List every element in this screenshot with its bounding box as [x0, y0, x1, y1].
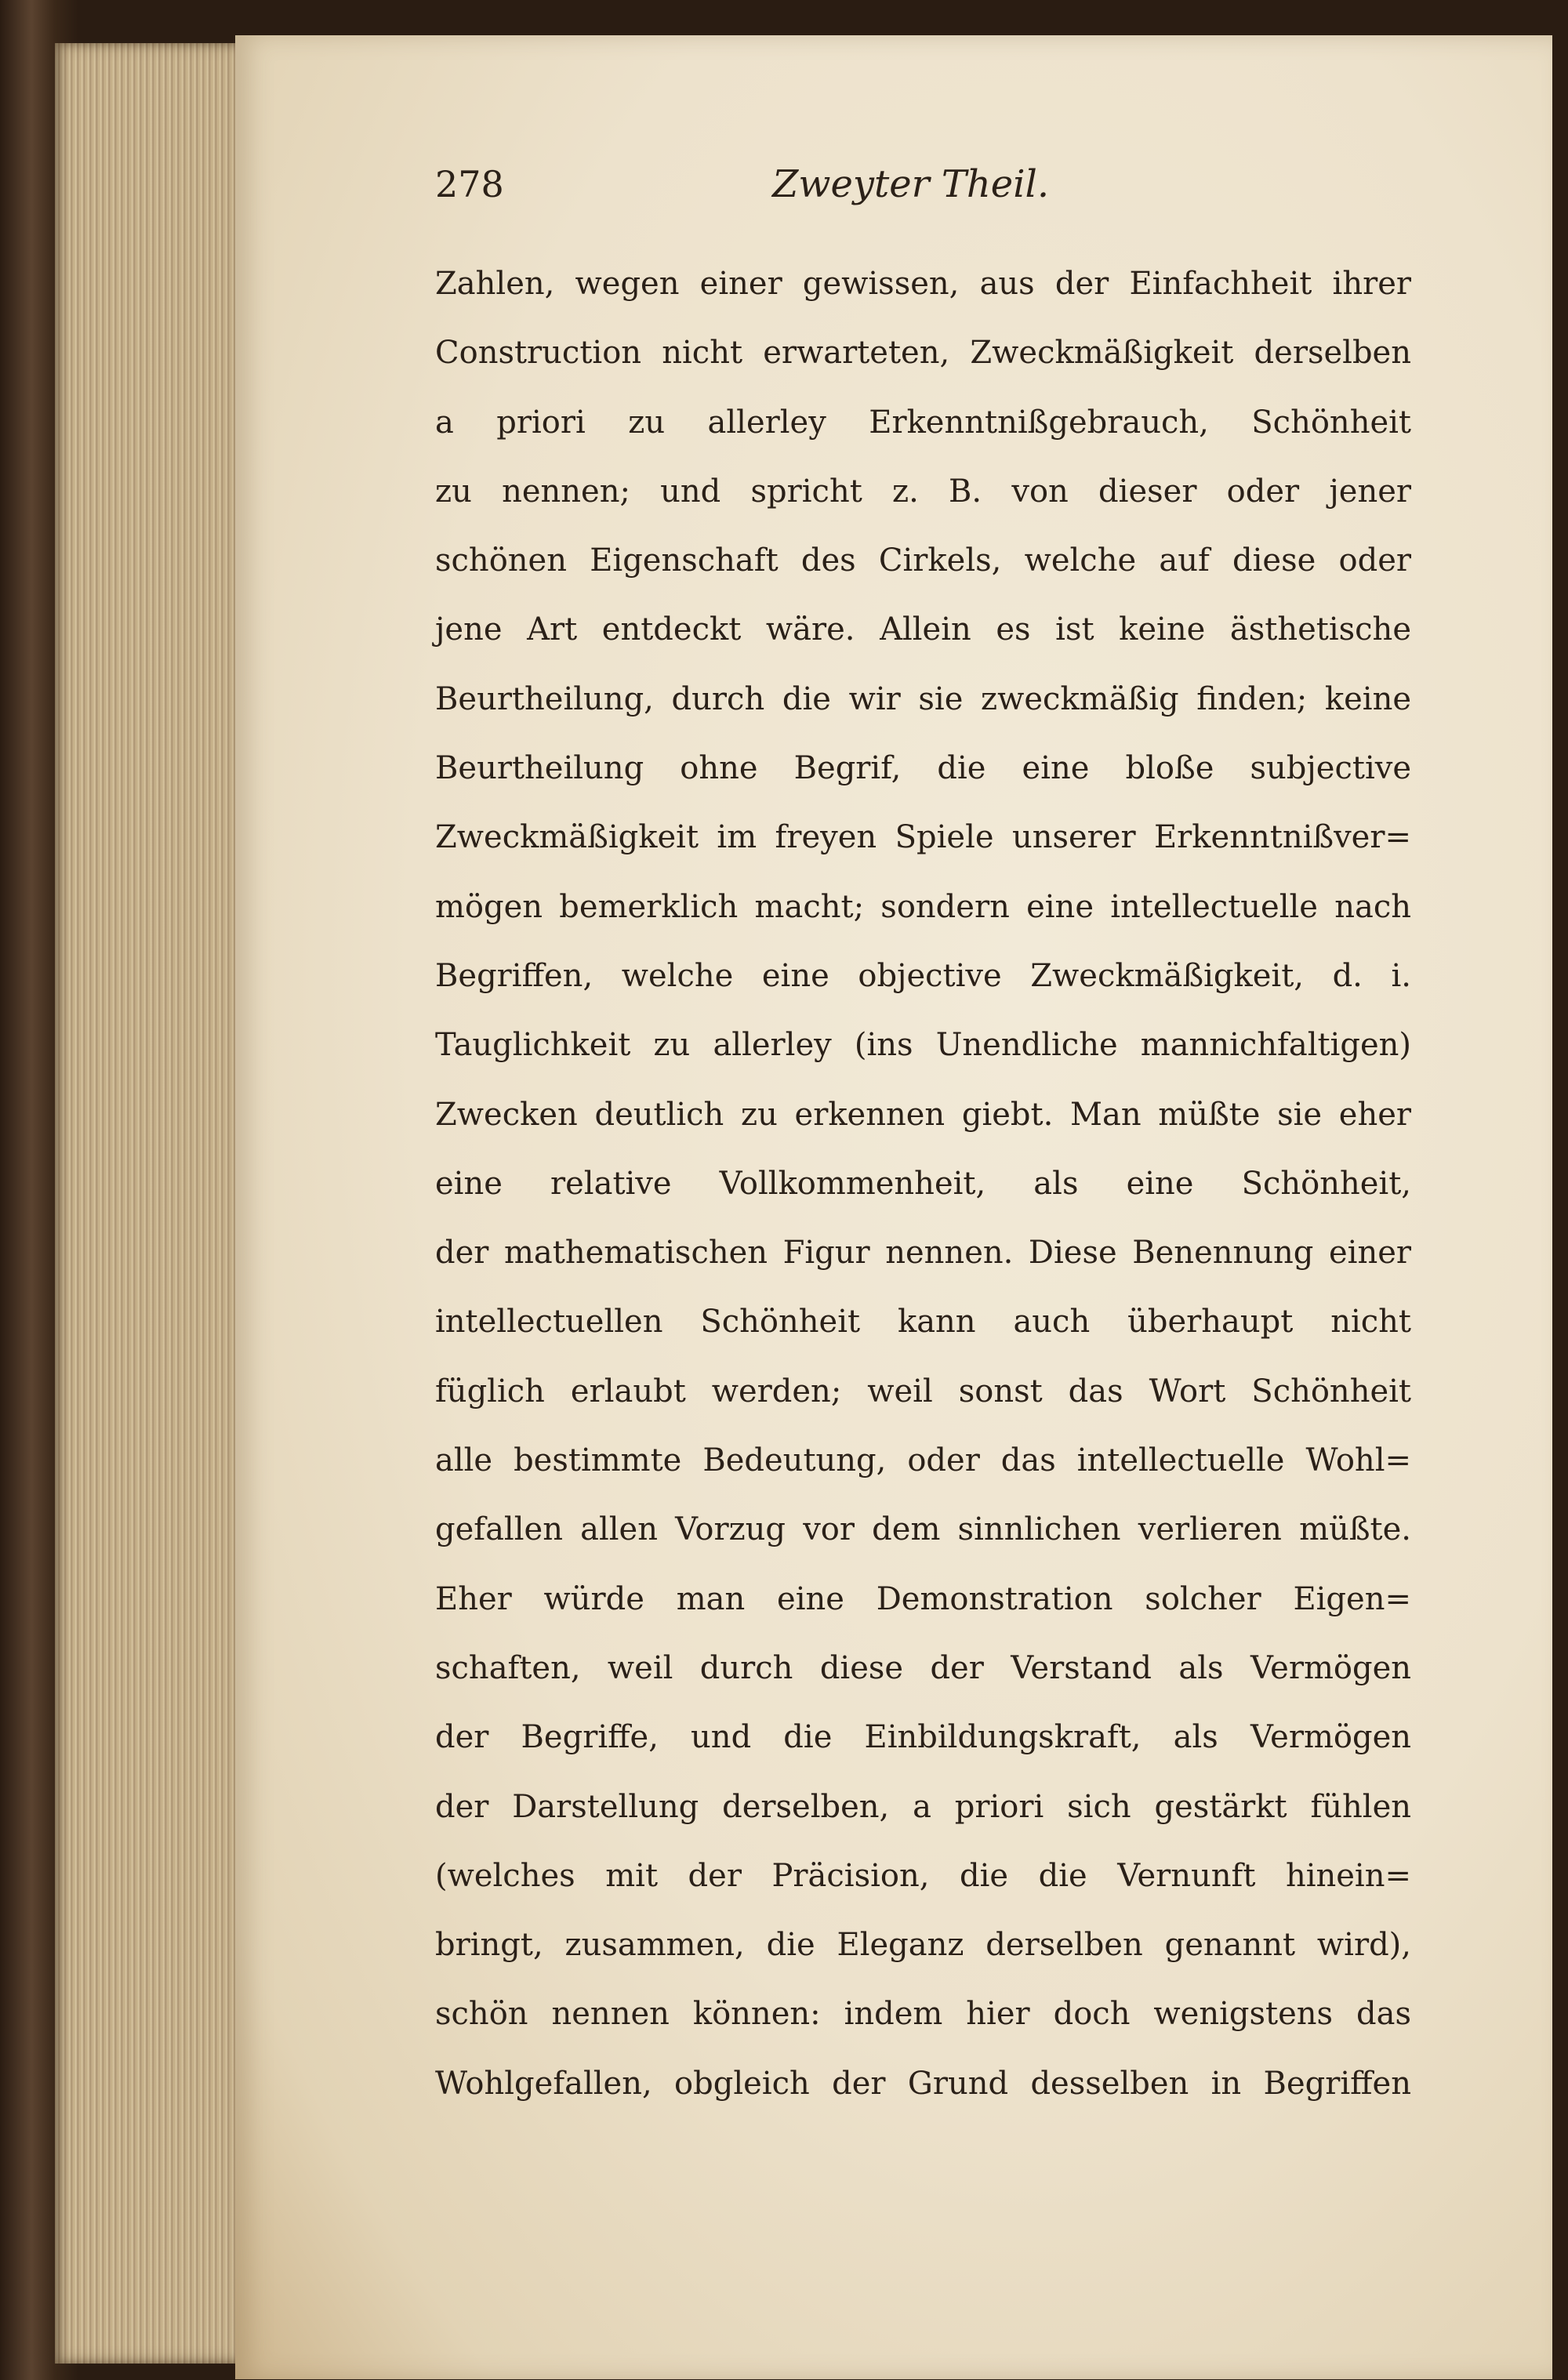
text-line: (welches mit der Präcision, die die Vernunft hinein=	[435, 1857, 1411, 1894]
text-line: schaften, weil durch diese der Verstand als Vermögen	[435, 1649, 1411, 1686]
text-line: mögen bemerklich macht; sondern eine intellectuelle nach	[435, 888, 1411, 925]
text-line: alle bestimmte Bedeutung, oder das intellectuelle Wohl=	[435, 1442, 1411, 1479]
text-line: zu nennen; und spricht z. B. von dieser oder jener	[435, 473, 1411, 510]
text-line: schönen Eigenschaft des Cirkels, welche auf diese oder	[435, 542, 1411, 579]
page-header	[435, 157, 1407, 212]
text-line: der Begriffe, und die Einbildungskraft, als Vermögen	[435, 1719, 1411, 1756]
text-line: Zwecken deutlich zu erkennen giebt. Man müßte sie eher	[435, 1096, 1411, 1133]
running-head: Zweyter Theil.	[772, 162, 1050, 206]
text-line: a priori zu allerley Erkenntnißgebrauch, Schönheit	[435, 404, 1411, 441]
text-line: Construction nicht erwarteten, Zweckmäßigkeit derselben	[435, 335, 1411, 372]
text-line: der Darstellung derselben, a priori sich gestärkt fühlen	[435, 1788, 1411, 1825]
text-line: füglich erlaubt werden; weil sonst das Wort Schönheit	[435, 1373, 1411, 1409]
text-line: Zweckmäßigkeit im freyen Spiele unserer Erkenntnißver=	[435, 819, 1411, 856]
text-line: eine relative Vollkommenheit, als eine Schönheit,	[435, 1165, 1411, 1202]
text-line: der mathematischen Figur nennen. Diese Benennung einer	[435, 1235, 1411, 1272]
body-text	[435, 249, 1411, 2118]
book-page-edges	[55, 43, 251, 2364]
text-line: Beurtheilung, durch die wir sie zweckmäßig finden; keine	[435, 680, 1411, 717]
text-line: Beurtheilung ohne Begrif, die eine bloße subjective	[435, 750, 1411, 787]
text-line: schön nennen können: indem hier doch wenigstens das	[435, 1996, 1411, 2033]
text-line: intellectuellen Schönheit kann auch überhaupt nicht	[435, 1304, 1411, 1341]
text-line: bringt, zusammen, die Eleganz derselben genannt wird),	[435, 1927, 1411, 1964]
text-line: Eher würde man eine Demonstration solcher Eigen=	[435, 1580, 1411, 1617]
text-line: Wohlgefallen, obgleich der Grund desselben in Begriffen	[435, 2065, 1411, 2102]
text-line: Begriffen, welche eine objective Zweckmäßigkeit, d. i.	[435, 957, 1411, 994]
text-line: Tauglichkeit zu allerley (ins Unendliche mannichfaltigen)	[435, 1027, 1411, 1064]
text-line: jene Art entdeckt wäre. Allein es ist keine ästhetische	[435, 611, 1411, 648]
text-line: Zahlen, wegen einer gewissen, aus der Einfachheit ihrer	[435, 266, 1411, 302]
text-line: gefallen allen Vorzug vor dem sinnlichen verlieren müßte.	[435, 1511, 1411, 1548]
page-number: 278	[435, 163, 504, 205]
